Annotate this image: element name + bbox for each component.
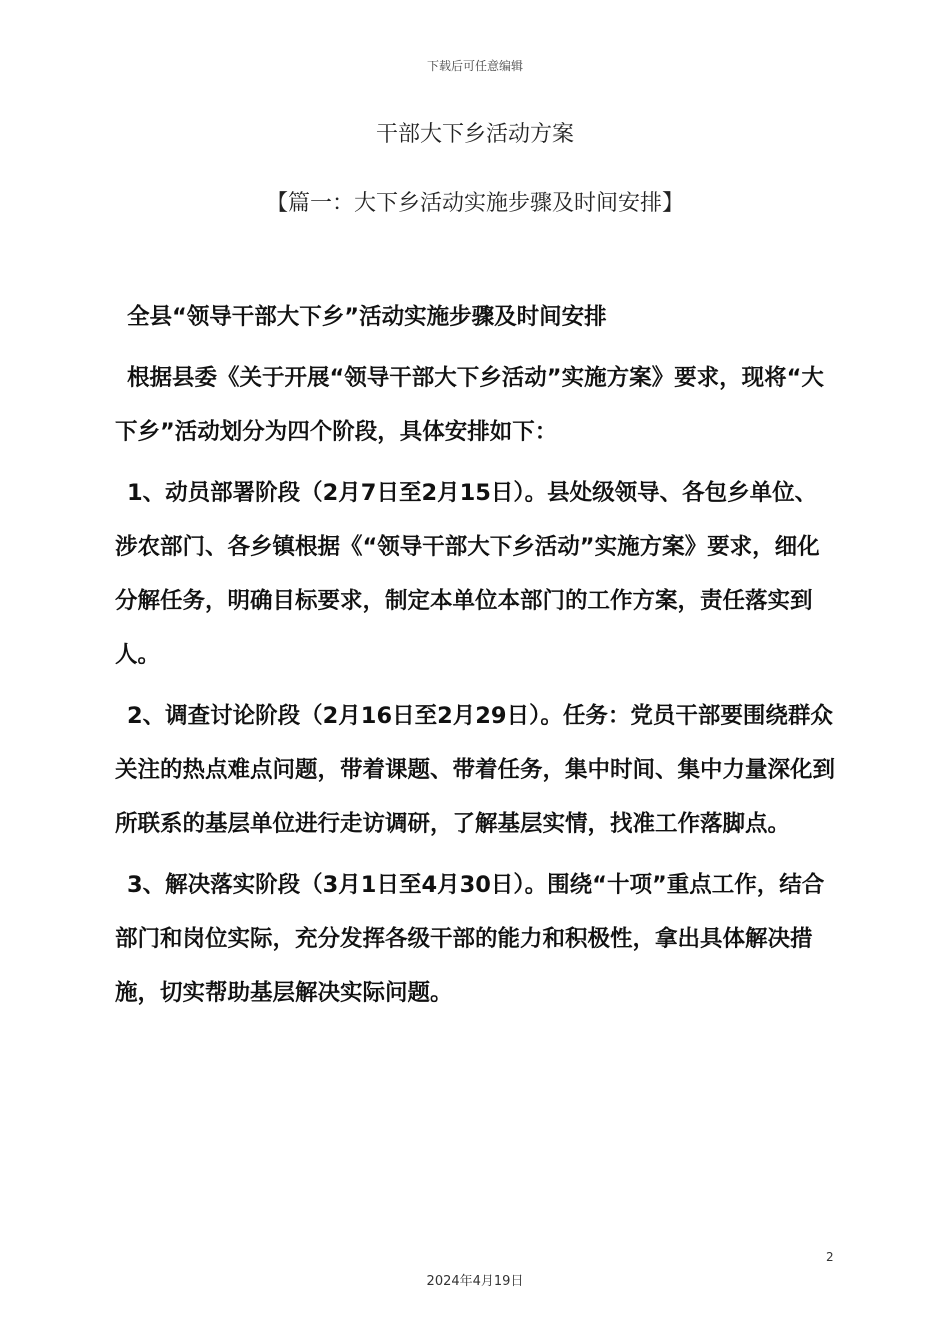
intro-paragraph: 根据县委《关于开展“领导干部大下乡活动”实施方案》要求，现将“大下乡”活动划分为四个阶段，具体安排如下：	[115, 365, 824, 445]
document-body	[115, 290, 837, 1027]
stage-3-paragraph: 3、解决落实阶段（3月1日至4月30日）。围绕“十项”重点工作，结合部门和岗位实际，充分发挥各级干部的能力和积极性，拿出具体解决措施，切实帮助基层解决实际问题。	[115, 872, 825, 1006]
footer-date: 2024年4月19日	[426, 1274, 524, 1289]
document-title: 干部大下乡活动方案	[375, 122, 574, 147]
stage-1-paragraph: 1、动员部署阶段（2月7日至2月15日）。县处级领导、各包乡单位、涉农部门、各乡镇根据《“领导干部大下乡活动”实施方案》要求，细化分解任务，明确目标要求，制定本单位本部门的工作方案，责任落实到人。	[115, 480, 820, 668]
stage-2-paragraph: 2、调查讨论阶段（2月16日至2月29日）。任务：党员干部要围绕群众关注的热点难点问题，带着课题、带着任务，集中时间、集中力量深化到所联系的基层单位进行走访调研，了解基层实情，找准工作落脚点。	[115, 703, 836, 837]
header-note: 下载后可任意编辑	[426, 59, 523, 73]
document-subtitle: 【篇一：大下乡活动实施步骤及时间安排】	[265, 191, 684, 216]
section-heading: 全县“领导干部大下乡”活动实施步骤及时间安排	[127, 304, 607, 330]
page-number: 2	[826, 1250, 834, 1264]
